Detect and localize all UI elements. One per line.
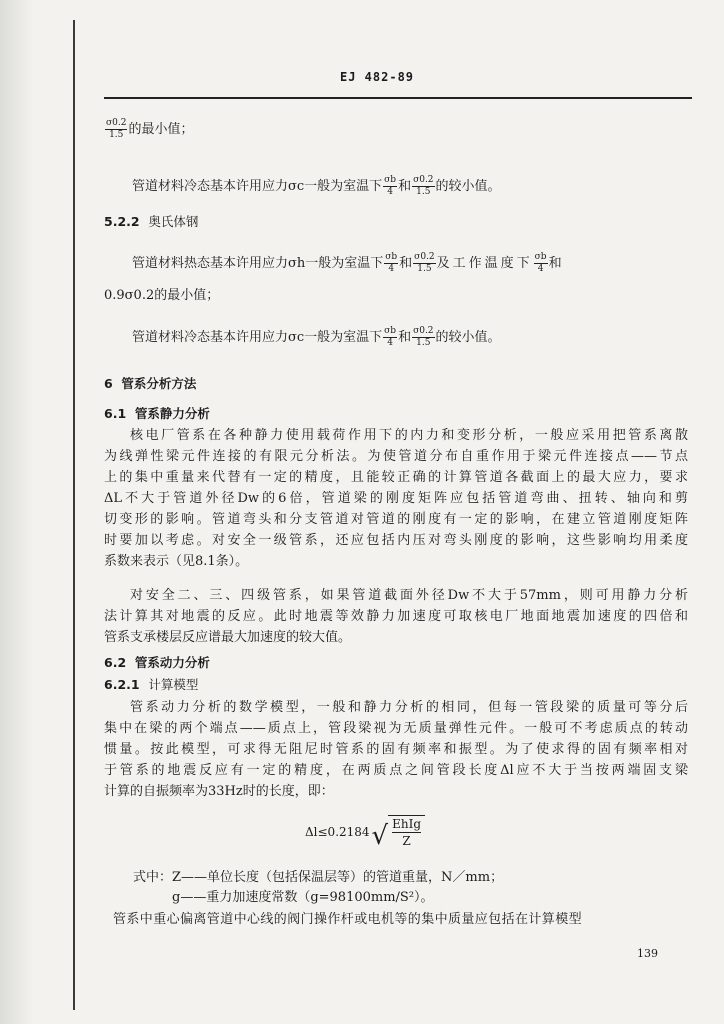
binding-line <box>73 20 75 1010</box>
fraction: $\frac{\sigma b}{4}$ <box>384 326 397 348</box>
radical-sign: √ <box>371 821 389 851</box>
where-g-definition: g——重力加速度常数（g=98100mm/S²）。 <box>172 890 434 905</box>
fraction: $\frac{\sigma 0.2}{1.5}$ <box>413 175 434 197</box>
hot-stress-line: 管道材料热态基本许用应力σh一般为室温下 $\frac{\sigma b}{4}$ 和 $\frac{\sigma 0.2}{1.5}$ 及工作温度下 $\frac{\sigma b}{4}$ 和 <box>132 252 562 274</box>
section-heading-6-2-1: 6.2.1 计算模型 <box>104 677 199 692</box>
square-root <box>370 815 426 849</box>
paragraph-6-2-1-model: 管系动力分析的数学模型，一般和静力分析的相同，但每一管段梁的质量可等分后 集中在梁的两个端点——质点上，管段梁视为无质量弹性元件。一般可不考虑质点的转动 惯量。按此模型，可求得无阻尼时管系的固有频率和振型。为了使求得的固有频率相对 于管系的地震反应有一定的精度，在两质点之间管段长度Δl应不大于当按两端固支梁 计算的自振频率为33Hz时的长度，即： <box>104 700 688 799</box>
fraction: $\frac{\sigma 0.2}{1.5}$ <box>413 326 434 348</box>
section-heading-6: 6 管系分析方法 <box>104 376 197 391</box>
hot-stress-line-2: 0.9σ0.2的最小值； <box>104 288 220 303</box>
paragraph-6-1-static-analysis: 核电厂管系在各种静力使用载荷作用下的内力和变形分析，一般应采用把管系离散 为线弹性梁元件连接的有限元分析法。为使管道分布自重作用于梁元件连接点——节点 上的集中重量来代替有一定的精度，且能较正确的计算管道各截面上的最大应力，要求 ΔL不大于管道外径Dw的6倍，管道梁的刚度矩阵应包括管道弯曲、扭转、轴向和剪 切变形的影响。管道弯头和分支管道对管道的刚度有一定的影响，在建立管道刚度矩阵 时要加以考虑。对安全一级管系，还应包括内压对弯头刚度的影响，这些影响均用柔度 系数来表示（见8.1条）。 <box>104 428 688 569</box>
continuation-line: 管系中重心偏离管道中心线的阀门操作杆或电机等的集中质量应包括在计算模型 <box>113 912 583 927</box>
page-edge-shadow <box>0 0 34 1024</box>
fraction: $\frac{\sigma 0.2}{1.5}$ <box>414 252 435 274</box>
min-value-line: $\frac{\sigma 0.2}{1.5}$ 的最小值； <box>106 118 194 140</box>
document-code: EJ 482-89 <box>340 70 415 84</box>
fraction: $\frac{\sigma 0.2}{1.5}$ <box>106 118 127 140</box>
segment-length-formula <box>305 815 425 849</box>
header-rule <box>104 97 692 99</box>
page-number: 139 <box>637 947 658 960</box>
cold-stress-line-1: 管道材料冷态基本许用应力σc一般为室温下 $\frac{\sigma b}{4}$ 和 $\frac{\sigma 0.2}{1.5}$ 的较小值。 <box>132 175 501 197</box>
where-z-definition: 式中：Z——单位长度（包括保温层等）的管道重量，N／mm； <box>133 870 504 885</box>
formula-lhs: Δl≤0.2184 <box>305 825 370 839</box>
section-heading-5-2-2: 5.2.2 奥氏体钢 <box>104 214 199 229</box>
radicand-fraction: $\frac{\text{EhIg}}{Z}$ <box>388 815 425 849</box>
section-heading-6-2: 6.2 管系动力分析 <box>104 655 210 670</box>
section-heading-6-1: 6.1 管系静力分析 <box>104 406 210 421</box>
fraction: $\frac{\sigma b}{4}$ <box>384 175 397 197</box>
fraction: $\frac{\sigma b}{4}$ <box>534 252 547 274</box>
cold-stress-line-2: 管道材料冷态基本许用应力σc一般为室温下 $\frac{\sigma b}{4}$ 和 $\frac{\sigma 0.2}{1.5}$ 的较小值。 <box>132 326 501 348</box>
paragraph-6-1-seismic: 对安全二、三、四级管系，如果管道截面外径Dw不大于57mm，则可用静力分析 法计算其对地震的反应。此时地震等效静力加速度可取核电厂地面地震加速度的四倍和 管系支承楼层反应谱最大加速度的较大值。 <box>104 588 688 645</box>
fraction: $\frac{\sigma b}{4}$ <box>385 252 398 274</box>
